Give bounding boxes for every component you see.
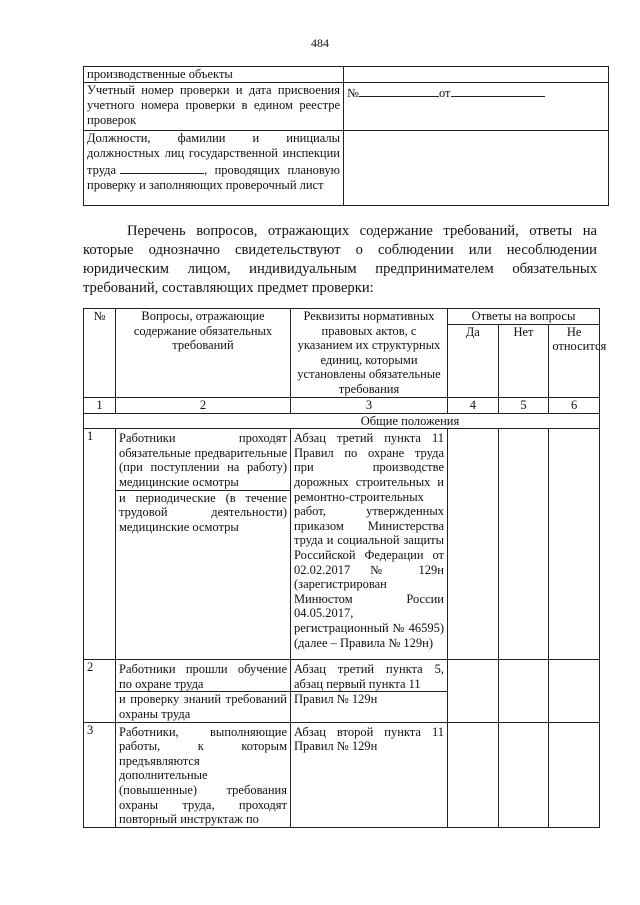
inspectors-value [344, 131, 609, 206]
header-answers: Ответы на вопросы [448, 309, 600, 325]
col-number: 1 [84, 398, 116, 414]
row-requisites: Абзац третий пункта 11 Правил по охране труда при производстве дорожных строительных и ремонтно-строительных работ, утвержденных приказом Министерства труда и социальной защиты Российской Федерации от 02.02.2017 № 129н (зарегистрирован Минюстом России 04.05.2017, регистрационный № 46595) (далее – Правила № 129н) [291, 429, 448, 660]
table-row [84, 660, 600, 722]
header-yes: Да [448, 324, 499, 397]
answer-no-cell[interactable] [498, 722, 549, 827]
row-question [116, 429, 291, 660]
checklist-table [83, 308, 607, 828]
answer-no-cell[interactable] [498, 429, 549, 660]
answer-no-cell[interactable] [498, 660, 549, 722]
objects-label: производственные объекты [84, 67, 344, 83]
objects-value [344, 67, 609, 83]
table-row [84, 429, 600, 660]
row-number: 2 [84, 660, 116, 722]
question-part-b: и проверку знаний требований охраны труда [119, 692, 287, 721]
requisites-part-b: Правил № 129н [294, 692, 378, 707]
row-requisites [291, 660, 448, 722]
question-part-a: Работники прошли обучение по охране труда [116, 662, 290, 692]
from-label: от [438, 86, 451, 100]
col-number: 6 [549, 398, 600, 414]
row-number: 3 [84, 722, 116, 827]
row-question [116, 660, 291, 722]
section-title: Общие положения [84, 413, 600, 429]
col-number: 5 [498, 398, 549, 414]
inspection-info-table [83, 66, 609, 206]
header-row [84, 309, 600, 325]
inspectors-label [84, 131, 344, 206]
date-blank [451, 84, 545, 97]
inspection-number-value [344, 83, 609, 131]
header-no: № [84, 309, 116, 398]
answer-yes-cell[interactable] [448, 660, 499, 722]
row-number: 1 [84, 429, 116, 660]
answer-not-applicable-cell[interactable] [549, 429, 600, 660]
answer-yes-cell[interactable] [448, 722, 499, 827]
comma: , [204, 163, 208, 177]
requisites-part-a: Абзац третий пункта 5, абзац первый пункта 11 [291, 662, 447, 692]
number-sign: № [347, 86, 359, 100]
inspectors-label-part-b: проводящих плановую проверку и заполняющих проверочный лист [87, 163, 340, 192]
inspection-number-label: Учетный номер проверки и дата присвоения учетного номера проверки в едином реестре проверок [84, 83, 344, 131]
header-not-applicable: Не относится [549, 324, 600, 397]
table-row [84, 67, 609, 83]
header-requisites: Реквизиты нормативных правовых актов, с указанием их структурных единиц, которыми установлены обязательные требования [291, 309, 448, 398]
question-part-a: Работники проходят обязательные предварительные (при поступлении на работу) медицинские осмотры [116, 431, 290, 490]
answer-not-applicable-cell[interactable] [549, 660, 600, 722]
header-questions: Вопросы, отражающие содержание обязательных требований [116, 309, 291, 398]
row-requisites: Абзац второй пункта 11 Правил № 129н [291, 722, 448, 827]
column-numbers-row [84, 398, 600, 414]
answer-yes-cell[interactable] [448, 429, 499, 660]
inspectors-label-part-a: Должности, фамилии и инициалы должностных лиц государственной инспекции труда [87, 131, 340, 177]
inspectors-blank [120, 161, 204, 174]
table-row [84, 722, 600, 827]
number-blank [359, 84, 439, 97]
table-row [84, 83, 609, 131]
col-number: 4 [448, 398, 499, 414]
page-number: 484 [311, 36, 329, 50]
answer-not-applicable-cell[interactable] [549, 722, 600, 827]
row-question: Работники, выполняющие работы, к которым предъявляются дополнительные (повышенные) требования охраны труда, проходят повторный инструктаж по [116, 722, 291, 827]
col-number: 2 [116, 398, 291, 414]
col-number: 3 [291, 398, 448, 414]
question-part-b: и периодические (в течение трудовой деятельности) медицинские осмотры [119, 490, 287, 534]
intro-paragraph: Перечень вопросов, отражающих содержание требований, ответы на которые однозначно свидетельствуют о соблюдении или несоблюдении юридическим лицом, индивидуальным предпринимателем обязательных требований, составляющих предмет проверки: [83, 223, 597, 296]
section-row [84, 413, 600, 429]
table-row [84, 131, 609, 206]
header-no-answer: Нет [498, 324, 549, 397]
